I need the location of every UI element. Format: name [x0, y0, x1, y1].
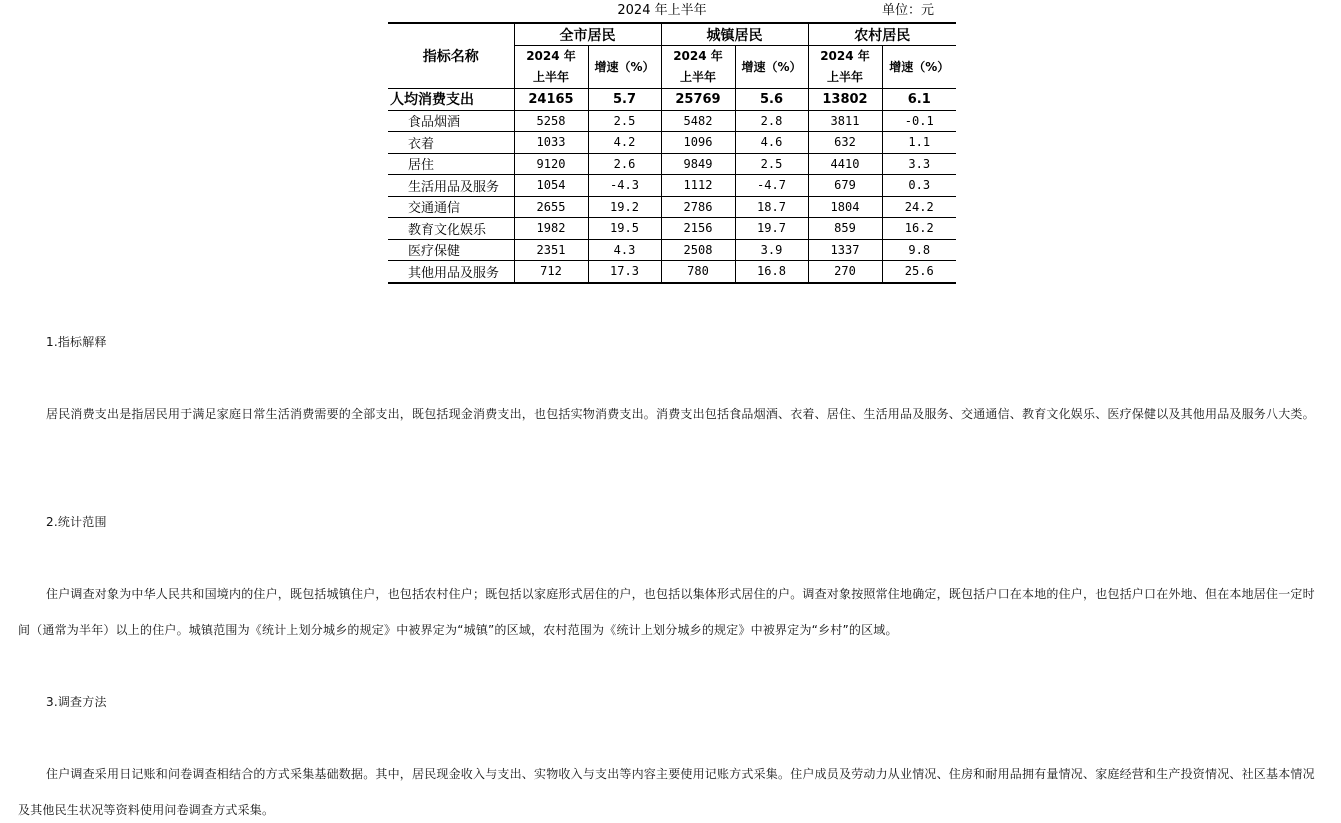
cell-growth: 18.7 [735, 196, 808, 218]
cell-value: 4410 [808, 153, 882, 175]
cell-value: 5258 [514, 110, 588, 132]
header-group-urban: 城镇居民 [661, 23, 808, 46]
cell-value: 2655 [514, 196, 588, 218]
cell-growth: 5.6 [735, 89, 808, 111]
cell-growth: 2.8 [735, 110, 808, 132]
table-row [388, 175, 956, 197]
header-sub-value [661, 46, 735, 89]
cell-growth: 16.8 [735, 261, 808, 283]
row-indicator-name: 人均消费支出 [388, 89, 514, 111]
note-paragraph-scope: 住户调查对象为中华人民共和国境内的住户，既包括城镇住户，也包括农村住户；既包括以家庭形式居住的户，也包括以集体形式居住的户。调查对象按照常住地确定，既包括户口在本地的住户，也包括户口在外地、但在本地居住一定时间（通常为半年）以上的住户。城镇范围为《统计上划分城乡的规定》中被界定为“城镇”的区域，农村范围为《统计上划分城乡的规定》中被界定为“乡村”的区域。 [18, 587, 1315, 637]
cell-growth: 3.9 [735, 239, 808, 261]
note-heading-definition: 1.指标解释 [46, 335, 107, 349]
cell-value: 9849 [661, 153, 735, 175]
cell-growth: 17.3 [588, 261, 661, 283]
header-sub-value [514, 46, 588, 89]
cell-value: 5482 [661, 110, 735, 132]
cell-growth: 5.7 [588, 89, 661, 111]
header-sub-value-text: 2024 年 上半年 [673, 49, 723, 84]
cell-growth: 4.2 [588, 132, 661, 154]
cell-growth: 24.2 [882, 196, 956, 218]
cell-value: 25769 [661, 89, 735, 111]
cell-growth: 1.1 [882, 132, 956, 154]
header-sub-growth: 增速（%） [588, 46, 661, 89]
row-indicator-name: 食品烟酒 [388, 110, 514, 132]
cell-value: 1054 [514, 175, 588, 197]
cell-value: 1096 [661, 132, 735, 154]
row-indicator-name: 教育文化娱乐 [388, 218, 514, 240]
header-group-all: 全市居民 [514, 23, 661, 46]
cell-value: 13802 [808, 89, 882, 111]
period-caption: 2024 年上半年 [617, 3, 707, 18]
header-row-groups [388, 23, 956, 46]
cell-value: 270 [808, 261, 882, 283]
table-row [388, 261, 956, 283]
cell-value: 3811 [808, 110, 882, 132]
cell-growth: 4.3 [588, 239, 661, 261]
row-indicator-name: 衣着 [388, 132, 514, 154]
header-group-rural: 农村居民 [808, 23, 956, 46]
cell-value: 780 [661, 261, 735, 283]
cell-growth: 19.5 [588, 218, 661, 240]
cell-value: 1982 [514, 218, 588, 240]
cell-value: 1337 [808, 239, 882, 261]
header-sub-growth: 增速（%） [882, 46, 956, 89]
cell-value: 24165 [514, 89, 588, 111]
header-indicator: 指标名称 [388, 23, 514, 89]
note-heading-method: 3.调查方法 [46, 695, 107, 709]
unit-caption: 单位：元 [881, 3, 934, 18]
table-body [388, 89, 956, 283]
cell-growth: 0.3 [882, 175, 956, 197]
cell-value: 632 [808, 132, 882, 154]
cell-growth: 3.3 [882, 153, 956, 175]
note-paragraph-method: 住户调查采用日记账和问卷调查相结合的方式采集基础数据。其中，居民现金收入与支出、实物收入与支出等内容主要使用记账方式采集。住户成员及劳动力从业情况、住房和耐用品拥有量情况、家庭经营和生产投资情况、社区基本情况及其他民生状况等资料使用问卷调查方式采集。 [18, 767, 1315, 817]
row-indicator-name: 交通通信 [388, 196, 514, 218]
cell-value: 9120 [514, 153, 588, 175]
cell-value: 2351 [514, 239, 588, 261]
cell-value: 2156 [661, 218, 735, 240]
cell-growth: 16.2 [882, 218, 956, 240]
note-paragraph-definition: 居民消费支出是指居民用于满足家庭日常生活消费需要的全部支出，既包括现金消费支出，也包括实物消费支出。消费支出包括食品烟酒、衣着、居住、生活用品及服务、交通通信、教育文化娱乐、医疗保健以及其他用品及服务八大类。 [46, 407, 1315, 421]
table-row [388, 239, 956, 261]
cell-value: 859 [808, 218, 882, 240]
row-indicator-name: 其他用品及服务 [388, 261, 514, 283]
table-caption [388, 0, 956, 22]
cell-growth: 6.1 [882, 89, 956, 111]
cell-value: 2786 [661, 196, 735, 218]
table-row [388, 218, 956, 240]
cell-value: 1112 [661, 175, 735, 197]
row-indicator-name: 医疗保健 [388, 239, 514, 261]
cell-growth: 2.6 [588, 153, 661, 175]
header-sub-value-text: 2024 年 上半年 [526, 49, 576, 84]
cell-growth: 4.6 [735, 132, 808, 154]
consumption-table [388, 22, 956, 284]
header-sub-value-text: 2024 年 上半年 [820, 49, 870, 84]
cell-growth: -4.7 [735, 175, 808, 197]
row-indicator-name: 生活用品及服务 [388, 175, 514, 197]
cell-value: 679 [808, 175, 882, 197]
cell-growth: 9.8 [882, 239, 956, 261]
table-row-total [388, 89, 956, 111]
header-sub-value [808, 46, 882, 89]
cell-value: 1033 [514, 132, 588, 154]
cell-value: 2508 [661, 239, 735, 261]
cell-growth: 2.5 [735, 153, 808, 175]
row-indicator-name: 居住 [388, 153, 514, 175]
cell-growth: -4.3 [588, 175, 661, 197]
header-sub-growth: 增速（%） [735, 46, 808, 89]
cell-value: 712 [514, 261, 588, 283]
table-row [388, 196, 956, 218]
table-row [388, 110, 956, 132]
cell-growth: 25.6 [882, 261, 956, 283]
cell-value: 1804 [808, 196, 882, 218]
cell-growth: 2.5 [588, 110, 661, 132]
cell-growth: 19.7 [735, 218, 808, 240]
table-row [388, 153, 956, 175]
table-row [388, 132, 956, 154]
note-heading-scope: 2.统计范围 [46, 515, 107, 529]
cell-growth: 19.2 [588, 196, 661, 218]
consumption-table-block [388, 0, 956, 284]
cell-growth: -0.1 [882, 110, 956, 132]
